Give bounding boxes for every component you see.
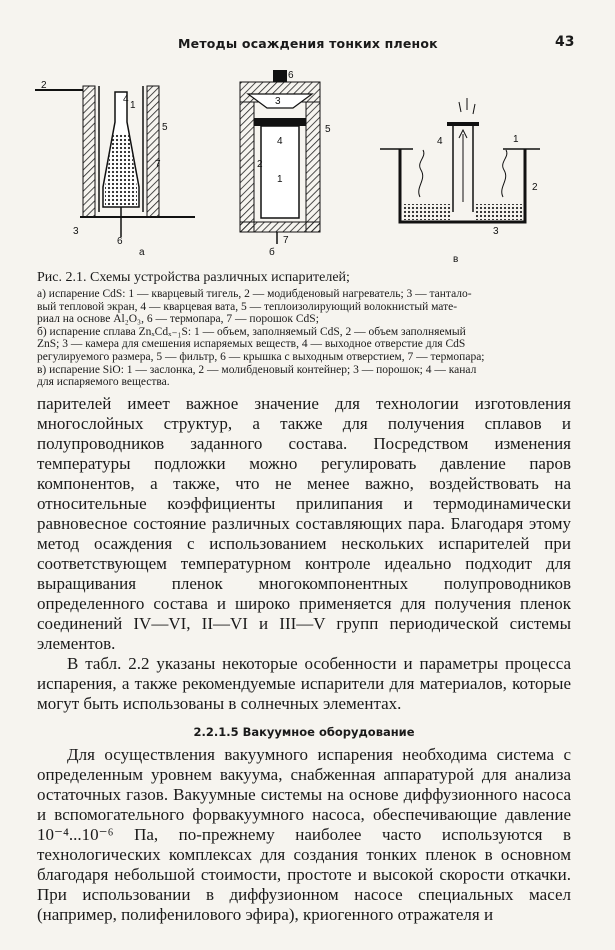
diagram-c-shutter [447, 122, 479, 126]
label-c-4: 4 [437, 136, 443, 147]
label-b-2: 2 [257, 159, 263, 170]
label-b-3: 3 [275, 96, 281, 107]
page-number: 43 [555, 34, 575, 50]
diagram-c-vapor-left [419, 150, 424, 197]
label-a-3: 3 [73, 226, 79, 237]
figure-evaporators [35, 62, 595, 262]
diagram-c-powder-right [475, 204, 523, 220]
running-title: Методы осаждения тонких пленок [178, 36, 438, 51]
diagram-b-left-wall [240, 102, 254, 232]
caption-title: Рис. 2.1. Схемы устройства различных испарителей; [37, 270, 350, 285]
diagram-a [35, 80, 195, 258]
diagram-b [240, 70, 331, 258]
diagram-a-left-wall [83, 86, 95, 217]
diagram-c [380, 98, 540, 262]
label-b-letter: б [269, 247, 275, 258]
paragraph-continued: парителей имеет важное значение для технологии изготовления многослойных структур, а также для получения сплавов и полупроводников заданного состава. Посредством изменения температуры подложки можно регулировать давление паров компонентов, а также, что не менее важно, воздействовать на относительные коэффициенты прилипания и термодинамически равновесное состояние различных составляющих пара. Благодаря этому метод осаждения с использованием нескольких испарителей при соответствующем температурном контроле идеально подходит для выращивания пленок многокомпонентных полупроводников определенного состава и широко применяется для получения пленок соединений IV—VI, II—VI и III—V групп периодической системы элементов. [37, 394, 571, 653]
label-a-7: 7 [155, 159, 161, 170]
label-a-5: 5 [162, 122, 168, 133]
caption-line: для испаряемого вещества. [37, 376, 170, 389]
diagram-b-bottom-wall [240, 222, 320, 232]
label-b-6: 6 [288, 70, 294, 81]
label-c-letter: в [453, 254, 459, 262]
caption-line: риал на основе Al₂O₃, 6 — термопара, 7 — порошок CdS; [37, 313, 319, 326]
diagram-b-right-wall [306, 102, 320, 232]
page-header [0, 36, 615, 56]
caption-line: регулируемого размера, 5 — фильтр, 6 — крышка с выходным отверстием, 7 — термопара; [37, 350, 485, 363]
label-a-2: 2 [41, 80, 47, 91]
caption-line: б) испарение сплава ZnₓCdₓ₋₁S: 1 — объем, заполняемый CdS, 2 — объем заполняемый [37, 325, 466, 338]
label-c-3: 3 [493, 226, 499, 237]
figure-caption [37, 270, 577, 389]
label-b-5: 5 [325, 124, 331, 135]
label-b-1: 1 [277, 174, 283, 185]
label-a-6: 6 [117, 236, 123, 247]
diagram-c-vapor-out [459, 98, 475, 114]
label-b-4: 4 [277, 136, 283, 147]
evaporator-diagrams [35, 62, 595, 262]
diagram-c-vapor-right [502, 150, 507, 197]
caption-line: в) испарение SiO: 1 — заслонка, 2 — молибденовый контейнер; 3 — порошок; 4 — канал [37, 363, 477, 376]
caption-line: ZnS; 3 — камера для смешения испаряемых веществ, 4 — выходное отверстие для CdS [37, 338, 466, 351]
caption-line: вый тепловой экран, 4 — кварцевая вата, 5 — теплоизолирующий волокнистый мате- [37, 300, 458, 313]
diagram-a-powder [105, 134, 137, 205]
caption-line: а) испарение CdS: 1 — кварцевый тигель, 2 — модибденовый нагреватель; 3 — тантало- [37, 288, 472, 300]
label-a-letter: а [139, 247, 145, 258]
section-title: 2.2.1.5 Вакуумное оборудование [193, 725, 415, 739]
paragraph-table-reference: В табл. 2.2 указаны некоторые особенности и параметры процесса испарения, а также рекомендуемые испарители для материалов, которые могут быть использованы в солнечных элементах. [37, 654, 571, 713]
diagram-c-powder-left [403, 204, 451, 220]
label-a-1: 1 [130, 100, 136, 111]
label-c-1: 1 [513, 134, 519, 145]
paragraph-vacuum: Для осуществления вакуумного испарения необходима система с определенным уровнем вакуума, снабженная аппаратурой для анализа остаточных газов. Вакуумные системы на основе диффузионного насоса и вспомогательного форвакуумного насоса, обеспечивающие давление 10⁻⁴...10⁻⁶ Па, по-прежнему наиболее часто используются в технологических комплексах для создания тонких пленок в основном благодаря небольшой стоимости, простоте и высокой скорости откачки. При использовании в диффузионном насосе специальных масел (например, полифенилового эфира), криогенного отражателя и [37, 745, 571, 924]
diagram-b-filter [254, 118, 306, 126]
label-c-2: 2 [532, 182, 538, 193]
label-a-4: 4 [123, 94, 129, 105]
body-text [37, 394, 571, 925]
label-b-7: 7 [283, 235, 289, 246]
diagram-a-right-wall [147, 86, 159, 217]
diagram-b-outlet [273, 70, 287, 82]
